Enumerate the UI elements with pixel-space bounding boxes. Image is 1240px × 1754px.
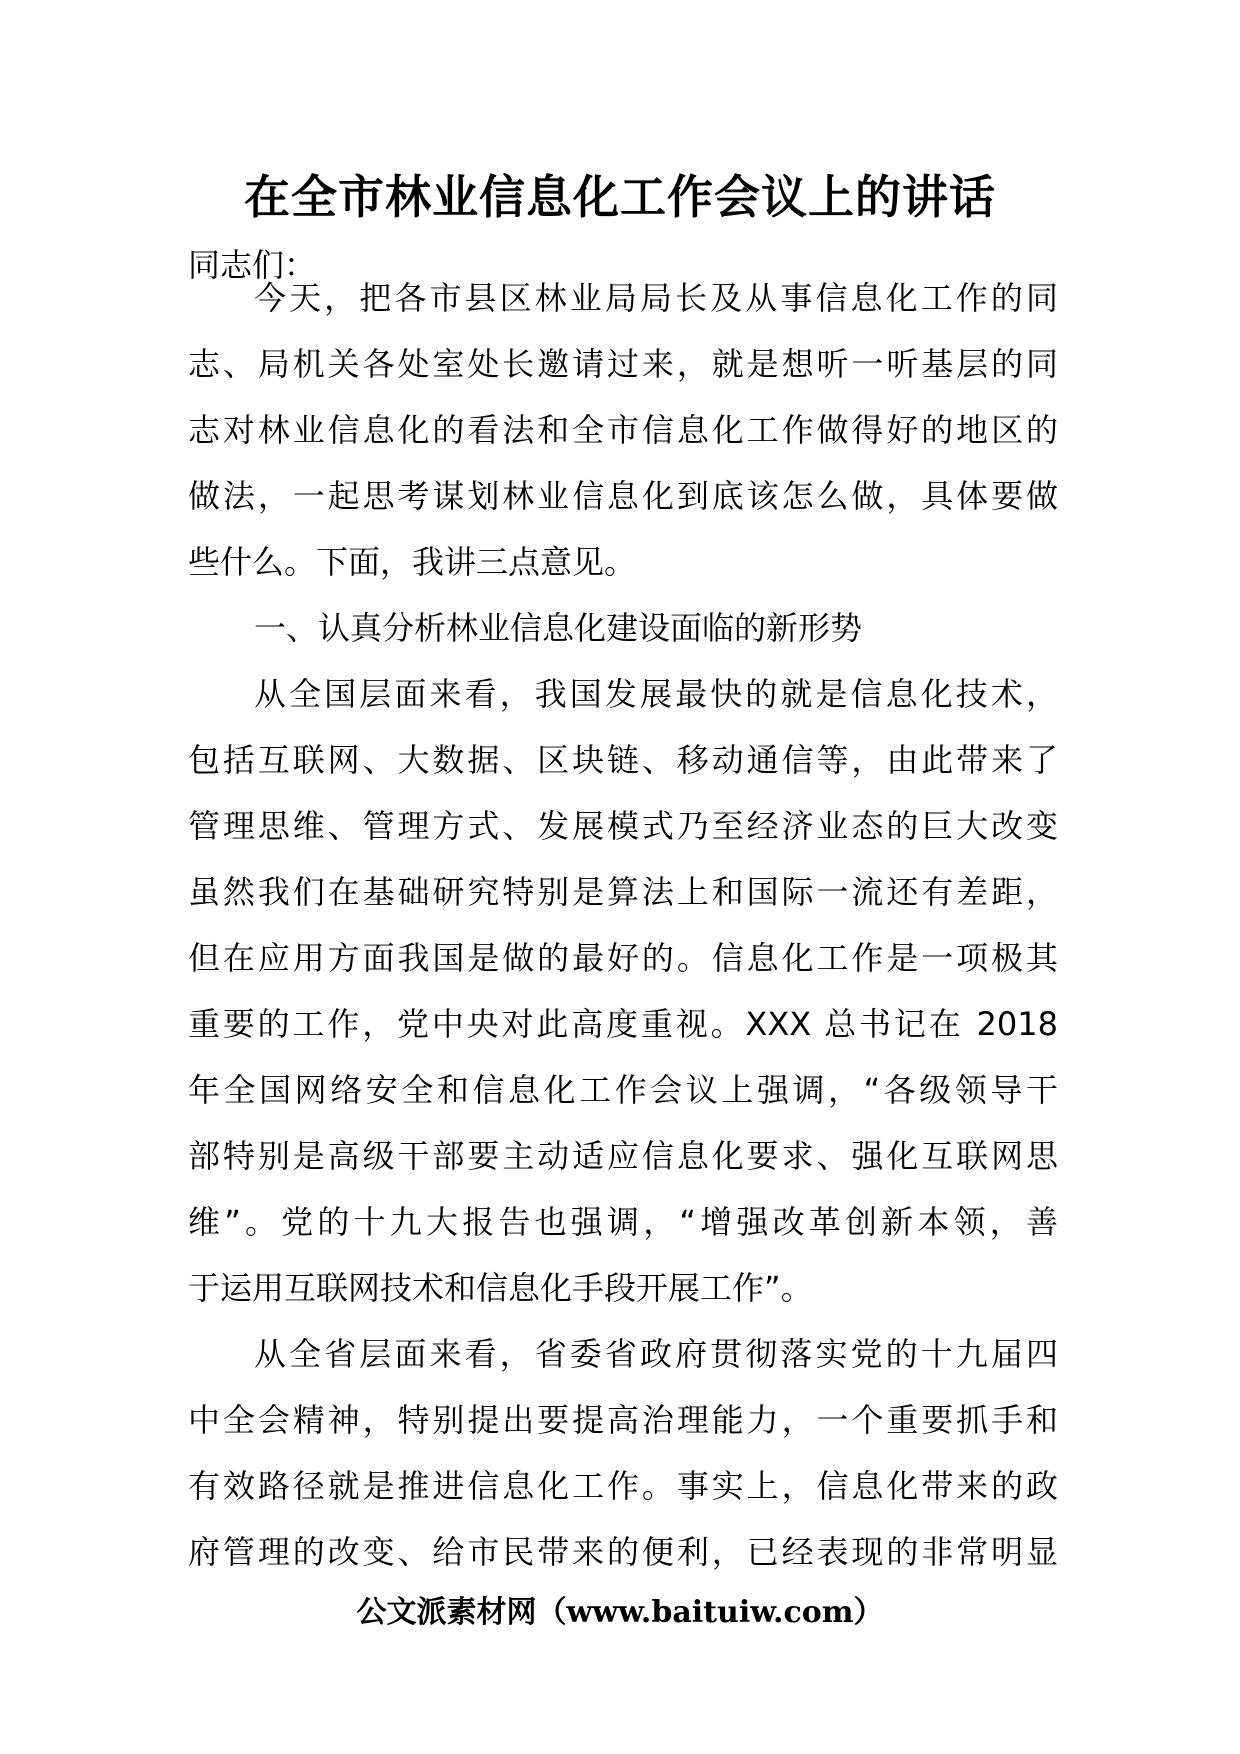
paragraph-intro <box>188 265 1058 595</box>
text-line: 中全会精神，特别提出要提高治理能力，一个重要抓手和 <box>188 1401 1058 1439</box>
text-line: 虽然我们在基础研究特别是算法上和国际一流还有差距， <box>188 873 1058 911</box>
text-line: 今天，把各市县区林业局局长及从事信息化工作的同 <box>254 279 1058 317</box>
text-line: 做法，一起思考谋划林业信息化到底该怎么做，具体要做 <box>188 477 1058 515</box>
text-line: 重要的工作，党中央对此高度重视。XXX 总书记在 2018 <box>188 1005 1058 1043</box>
document-title: 在全市林业信息化工作会议上的讲话 <box>244 170 996 224</box>
text-line: 志、局机关各处室处长邀请过来，就是想听一听基层的同 <box>188 345 1058 383</box>
text-line: 维”。党的十九大报告也强调，“增强改革创新本领，善 <box>188 1203 1058 1241</box>
text-line: 从全国层面来看，我国发展最快的就是信息化技术， <box>254 675 1058 713</box>
text-line: 府管理的改变、给市民带来的便利，已经表现的非常明显 <box>188 1533 1058 1571</box>
paragraph-provincial <box>188 1321 1058 1585</box>
section-heading-text: 一、认真分析林业信息化建设面临的新形势 <box>254 609 863 647</box>
text-line: 有效路径就是推进信息化工作。事实上，信息化带来的政 <box>188 1467 1058 1505</box>
text-line: 年全国网络安全和信息化工作会议上强调，“各级领导干 <box>188 1071 1058 1109</box>
text-line: 包括互联网、大数据、区块链、移动通信等，由此带来了 <box>188 741 1058 779</box>
section-heading-1 <box>188 595 1058 661</box>
text-line: 管理思维、管理方式、发展模式乃至经济业态的巨大改变 <box>188 807 1058 845</box>
text-line: 部特别是高级干部要主动适应信息化要求、强化互联网思 <box>188 1137 1058 1175</box>
paragraph-national <box>188 661 1058 1321</box>
salutation: 同志们： <box>188 246 317 284</box>
text-line: 但在应用方面我国是做的最好的。信息化工作是一项极其 <box>188 939 1058 977</box>
text-line: 于运用互联网技术和信息化手段开展工作”。 <box>188 1269 813 1307</box>
footer-watermark: 公文派素材网（www.baituiw.com） <box>356 1595 884 1630</box>
text-line: 些什么。下面，我讲三点意见。 <box>188 543 637 581</box>
text-line: 从全省层面来看，省委省政府贯彻落实党的十九届四 <box>254 1335 1058 1373</box>
text-line: 志对林业信息化的看法和全市信息化工作做得好的地区的 <box>188 411 1058 449</box>
